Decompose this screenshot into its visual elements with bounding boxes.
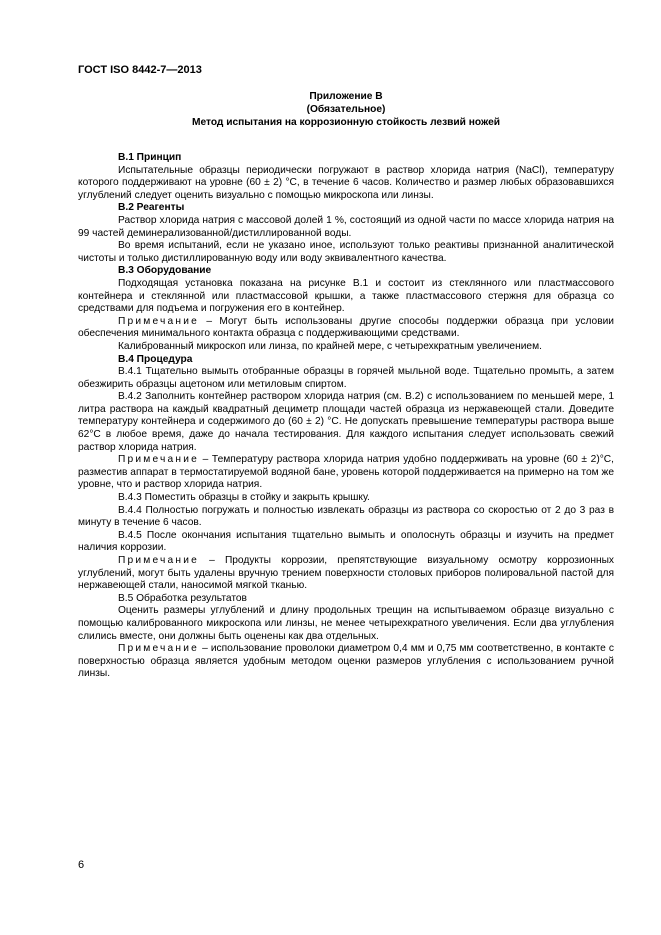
note-paragraph — [78, 454, 614, 492]
section-heading-procedure: В.4 Процедура — [118, 353, 193, 365]
section-heading-principle: В.1 Принцип — [118, 152, 182, 163]
document-header: ГОСТ ISO 8442-7—2013 — [78, 64, 202, 76]
annex-status: (Обязательное) — [306, 104, 386, 115]
note-label: Примечание — [118, 315, 199, 327]
paragraph: В.4.5 После окончания испытания тщательно вымыть и ополоснуть образцы и изучить на предмет наличия коррозии. — [78, 529, 614, 554]
section-heading-results: В.5 Обработка результатов — [118, 592, 247, 604]
annex-label: Приложение В — [309, 91, 383, 102]
paragraph: Калиброванный микроскоп или линза, по крайней мере, с четырехкратным увеличением. — [118, 340, 542, 352]
paragraph: В.4.2 Заполнить контейнер раствором хлорида натрия (см. В.2) с использованием по меньшей мере, 1 литра раствора на каждый квадратный дециметр площади частей образца из нержавеющей стали. Доведите температуру контейнера и содержимого до (60 ± 2) °С. Не допускать превышение температуры раствора выше 62°С в любое время, даже до начала тестирования. Для каждого испытания следует использовать свежий раствор хлорида натрия. — [78, 391, 614, 453]
paragraph: Испытательные образцы периодически погружают в раствор хлорида натрия (NaCl), температуру которого поддерживают на уровне (60 ± 2) °С, в течение 6 часов. Количество и размер любых образовавшихся углублений следует оценить визуально с помощью микроскопа или линзы. — [78, 164, 614, 201]
annex-name: Метод испытания на коррозионную стойкость лезвий ножей — [191, 117, 501, 128]
paragraph: В.4.3 Поместить образцы в стойку и закрыть крышку. — [118, 492, 370, 504]
paragraph: Подходящая установка показана на рисунке В.1 и состоит из стеклянного или пластмассового контейнера и стеклянной или пластмассовой крышки, а также пластмассового стержня для образца со средствами для подъема и погружения его в контейнер. — [78, 277, 614, 315]
page-number: 6 — [78, 859, 85, 871]
note-text: – Могут быть использованы другие способы поддержки образца при условии обеспечения минимального контакта образца с поддерживающими средствами. — [78, 315, 614, 340]
paragraph: Во время испытаний, если не указано иное, используют только реактивы признанной аналитической чистоты и только дистиллированную воду или воду эквивалентного качества. — [78, 240, 614, 264]
section-heading-equipment: В.3 Оборудование — [118, 265, 212, 277]
annex-body — [78, 152, 614, 681]
annex-title-block — [78, 90, 614, 129]
note-label: Примечание — [118, 555, 199, 566]
paragraph: Раствор хлорида натрия с массовой долей 1 %, состоящий из одной части по массе хлорида натрия на 99 частей деминерализованной/дистиллированной воды. — [78, 214, 614, 239]
note-text: – Продукты коррозии, препятствующие визуальному осмотру коррозионных углублений, могут быть удалены вручную трением поверхности столовых приборов полировальной пастой для нержавеющей стали, наносимой мягкой тканью. — [78, 555, 614, 592]
section-heading-reagents: В.2 Реагенты — [118, 202, 185, 214]
note-label: Примечание — [118, 643, 199, 655]
paragraph: В.4.1 Тщательно вымыть отобранные образцы в горячей мыльной воде. Тщательно промыть, а затем обезжирить образцы ацетоном или метиловым спиртом. — [78, 366, 614, 390]
note-text: – Температуру раствора хлорида натрия удобно поддерживать на уровне (60 ± 2)°С, разместив аппарат в термостатируемой водяной бане, уровень которой поддерживается на примерно на том же уровне, что и раствор хлорида натрия. — [78, 454, 614, 491]
note-text: – использование проволоки диаметром 0,4 мм и 0,75 мм соответственно, в контакте с поверхностью образца является удобным методом оценки размеров углубления с использованием ручной линзы. — [78, 643, 614, 680]
note-paragraph — [78, 555, 614, 593]
paragraph: Оценить размеры углублений и длину продольных трещин на испытываемом образце визуально с помощью калиброванного микроскопа или линзы, не менее четырехкратного увеличения. Если два углубления слились вместе, они должны быть оценены как два отдельных. — [78, 605, 614, 642]
note-paragraph — [78, 643, 614, 681]
note-paragraph — [78, 316, 614, 341]
paragraph: В.4.4 Полностью погружать и полностью извлекать образцы из раствора со скоростью от 2 до 3 раз в минуту в течение 6 часов. — [78, 504, 614, 529]
note-label: Примечание — [118, 454, 199, 466]
